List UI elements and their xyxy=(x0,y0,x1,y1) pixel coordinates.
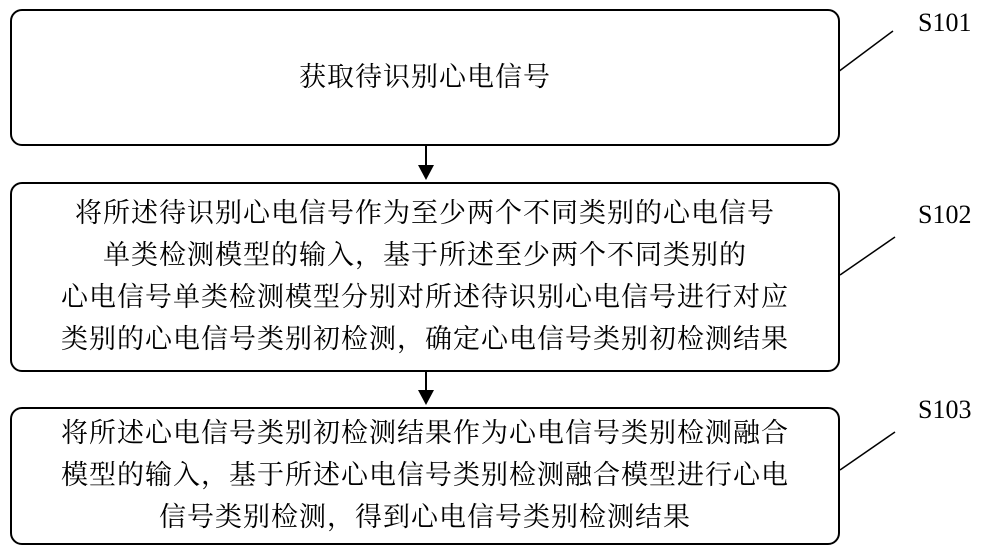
leader-line-s103 xyxy=(840,432,895,470)
step-box-s103 xyxy=(10,407,840,545)
step-text-line: 类别的心电信号类别初检测，确定心电信号类别初检测结果 xyxy=(61,324,789,355)
step-text-line: 将所述待识别心电信号作为至少两个不同类别的心电信号 xyxy=(75,198,775,229)
step-text-line: 模型的输入，基于所述心电信号类别检测融合模型进行心电 xyxy=(61,460,789,491)
step-text-line: 将所述心电信号类别初检测结果作为心电信号类别检测融合 xyxy=(61,418,789,449)
arrow-2-head xyxy=(418,390,434,405)
step-box-s102 xyxy=(10,182,840,372)
leader-line-s102 xyxy=(840,237,895,275)
arrow-1-head xyxy=(418,165,434,180)
step-label-s102: S102 xyxy=(918,200,972,229)
step-text-line: 信号类别检测，得到心电信号类别检测结果 xyxy=(159,502,691,533)
leader-line-s101 xyxy=(838,31,893,72)
step-text-line: 获取待识别心电信号 xyxy=(299,61,551,93)
step-box-s101 xyxy=(10,9,840,146)
step-text-line: 单类检测模型的输入，基于所述至少两个不同类别的 xyxy=(103,240,747,271)
step-text-line: 心电信号单类检测模型分别对所述待识别心电信号进行对应 xyxy=(61,282,789,313)
step-label-s103: S103 xyxy=(918,395,972,424)
step-label-s101: S101 xyxy=(918,8,972,37)
